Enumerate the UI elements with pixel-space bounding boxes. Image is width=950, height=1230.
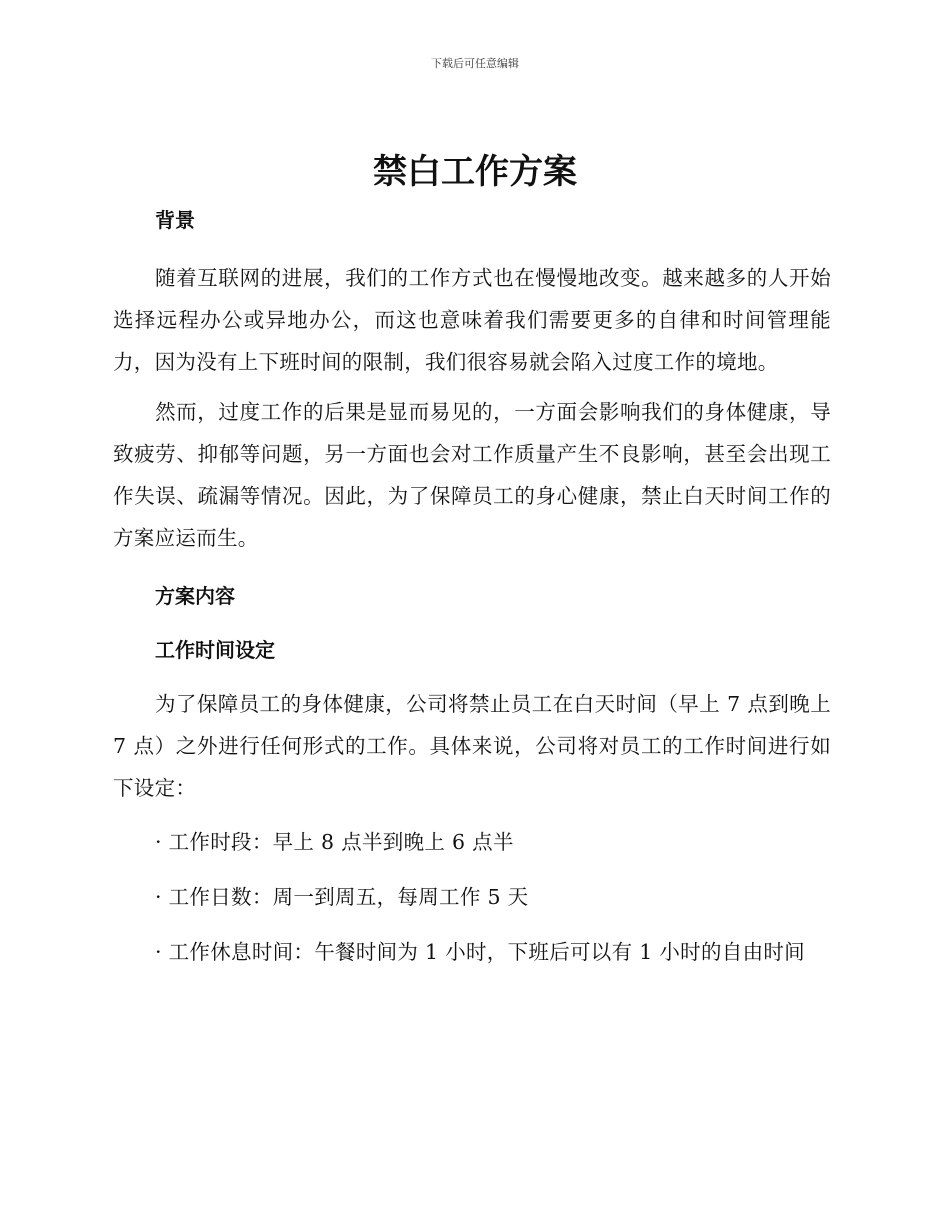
list-item: · 工作日数：周一到周五，每周工作 5 天 xyxy=(155,885,529,909)
document-title: 禁白工作方案 xyxy=(373,152,577,192)
worktime-paragraph: 为了保障员工的身体健康，公司将禁止员工在白天时间（早上 7 点到晚上 7 点）之外进行任何形式的工作。具体来说，公司将对员工的工作时间进行如下设定： xyxy=(113,692,831,800)
background-paragraph-2: 然而，过度工作的后果是显而易见的，一方面会影响我们的身体健康，导致疲劳、抑郁等问题，另一方面也会对工作质量产生不良影响，甚至会出现工作失误、疏漏等情况。因此，为了保障员工的身心健康，禁止白天时间工作的方案应运而生。 xyxy=(113,400,831,550)
list-item: · 工作休息时间：午餐时间为 1 小时，下班后可以有 1 小时的自由时间 xyxy=(155,940,805,964)
section-heading-plan: 方案内容 xyxy=(155,584,235,608)
section-heading-worktime: 工作时间设定 xyxy=(155,638,275,662)
section-heading-background: 背景 xyxy=(155,208,195,232)
list-item: · 工作时段：早上 8 点半到晚上 6 点半 xyxy=(155,830,514,854)
document-body xyxy=(113,205,831,973)
page-header-note: 下载后可任意编辑 xyxy=(431,57,519,70)
background-paragraph-1: 随着互联网的进展，我们的工作方式也在慢慢地改变。越来越多的人开始选择远程办公或异地办公，而这也意味着我们需要更多的自律和时间管理能力，因为没有上下班时间的限制，我们很容易就会陷入过度工作的境地。 xyxy=(113,266,831,374)
